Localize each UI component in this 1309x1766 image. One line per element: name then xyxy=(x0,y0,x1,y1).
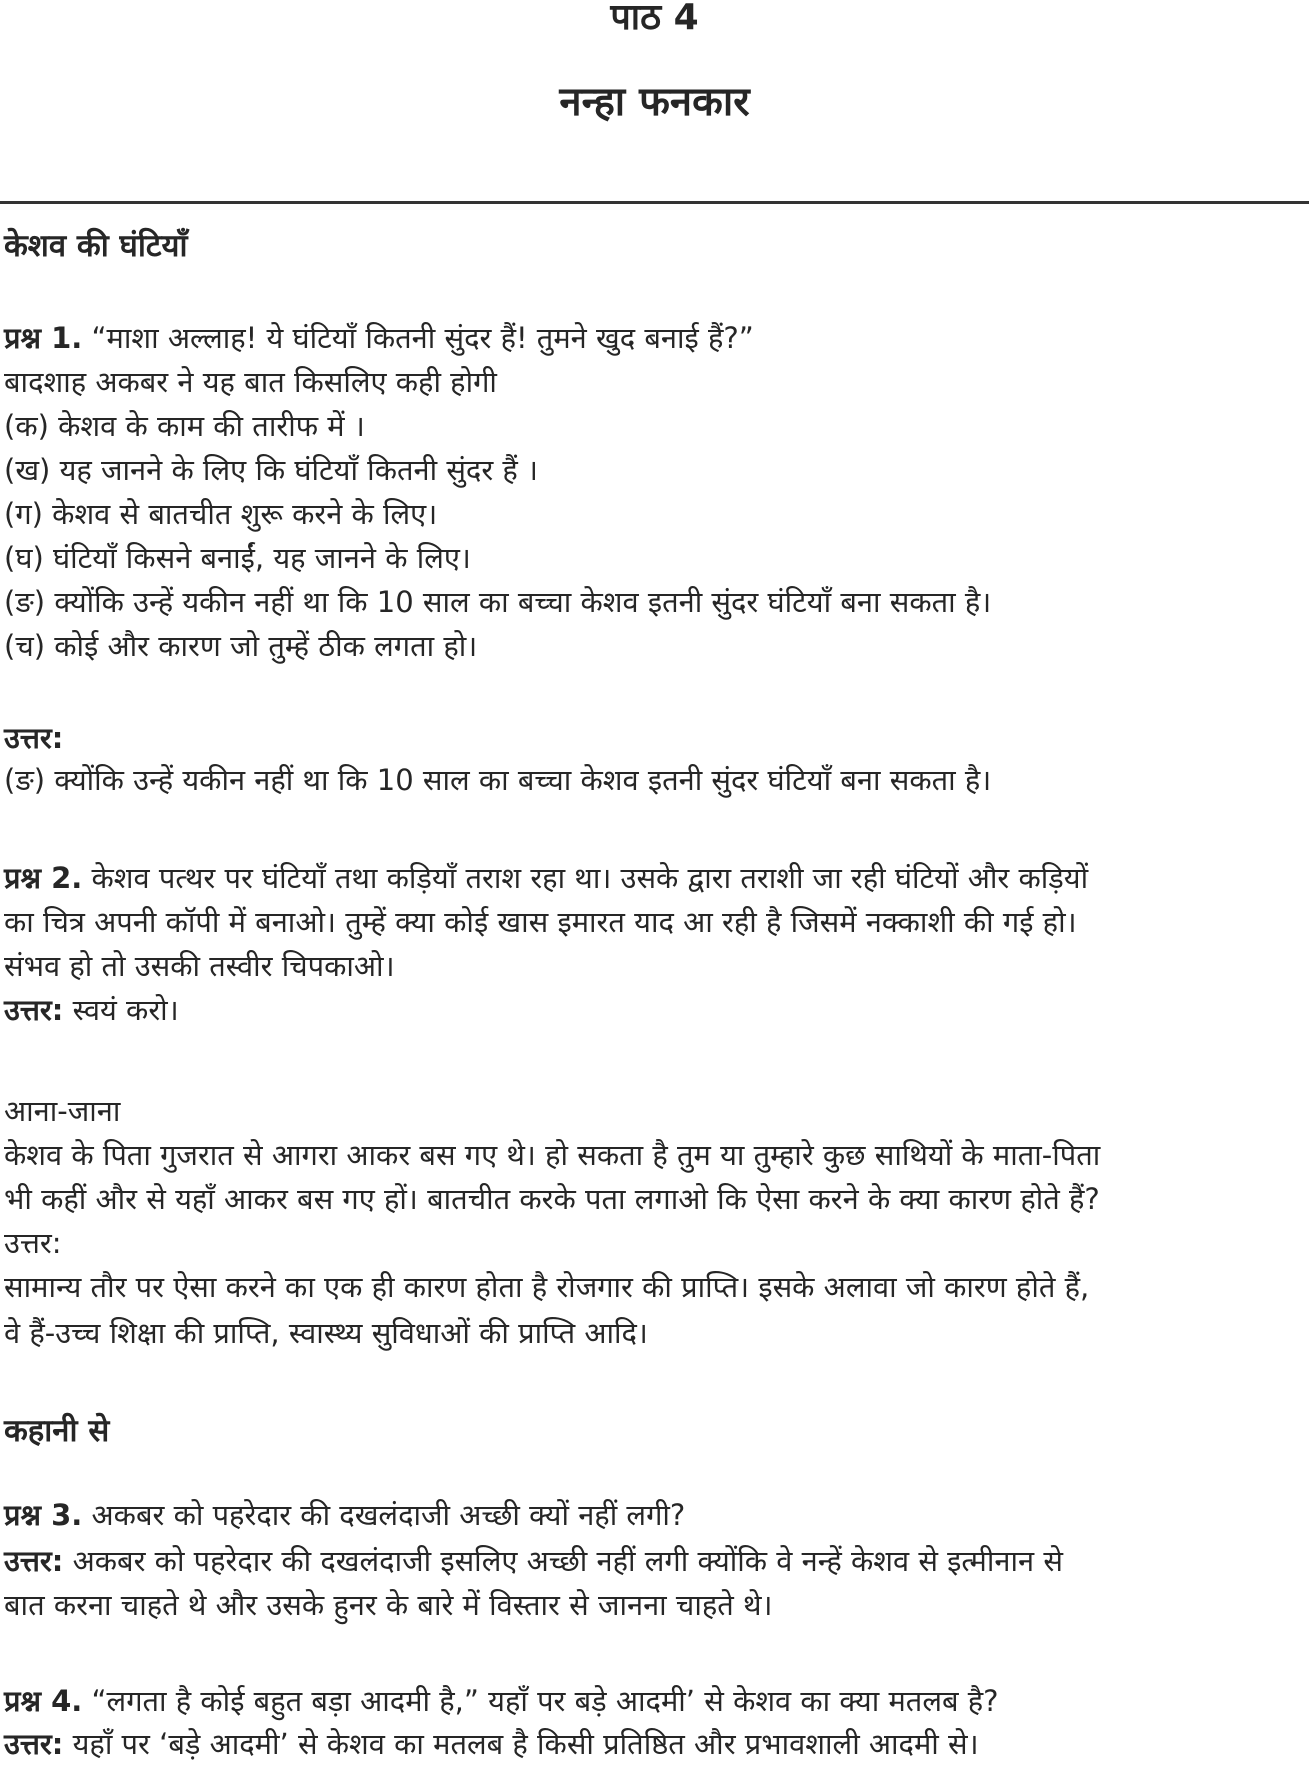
answer-4 xyxy=(4,1722,979,1766)
question-text: अकबर को पहरेदार की दखलंदाजी अच्छी क्यों नहीं लगी? xyxy=(82,1498,686,1532)
option: (च) कोई और कारण जो तुम्हें ठीक लगता हो। xyxy=(4,629,478,663)
question-4 xyxy=(4,1679,999,1723)
question-text: “माशा अल्लाह! ये घंटियाँ कितनी सुंदर हैं! तुमने खुद बनाई हैं?” xyxy=(82,321,754,355)
question-text: बादशाह अकबर ने यह बात किसलिए कही होगी xyxy=(4,365,497,399)
question-1 xyxy=(4,316,754,360)
question-text: केशव पत्थर पर घंटियाँ तथा कड़ियाँ तराश रहा था। उसके द्वारा तराशी जा रही घंटियों और कड़ियों xyxy=(82,861,1089,895)
answer-text: (ङ) क्योंकि उन्हें यकीन नहीं था कि 10 साल का बच्चा केशव इतनी सुंदर घंटियाँ बना सकता है। xyxy=(4,763,992,797)
answer-label: उत्तर: xyxy=(4,1727,64,1761)
question-2 xyxy=(4,856,1088,900)
question-label: प्रश्न 3. xyxy=(4,1498,83,1532)
lesson-title: नन्हा फनकार xyxy=(559,79,750,125)
answer-text: वे हैं-उच्च शिक्षा की प्राप्ति, स्वास्थ्य सुविधाओं की प्राप्ति आदि। xyxy=(4,1316,648,1350)
answer-label: उत्तर: xyxy=(4,1226,62,1260)
answer-text: अकबर को पहरेदार की दखलंदाजी इसलिए अच्छी नहीं लगी क्योंकि वे नन्हें केशव से इत्मीनान से xyxy=(63,1544,1063,1578)
question-label: प्रश्न 4. xyxy=(4,1684,83,1718)
section-heading: कहानी से xyxy=(4,1413,110,1449)
question-3 xyxy=(4,1493,685,1537)
option: (ङ) क्योंकि उन्हें यकीन नहीं था कि 10 साल का बच्चा केशव इतनी सुंदर घंटियाँ बना सकता है। xyxy=(4,585,992,619)
question-text: संभव हो तो उसकी तस्वीर चिपकाओ। xyxy=(4,949,395,983)
lesson-number: पाठ 4 xyxy=(610,0,699,38)
answer-3 xyxy=(4,1539,1063,1583)
answer-text: बात करना चाहते थे और उसके हुनर के बारे में विस्तार से जानना चाहते थे। xyxy=(4,1588,773,1622)
activity-text: केशव के पिता गुजरात से आगरा आकर बस गए थे। हो सकता है तुम या तुम्हारे कुछ साथियों के माता-पिता xyxy=(4,1138,1101,1172)
answer-text: स्वयं करो। xyxy=(63,993,179,1027)
question-text: का चित्र अपनी कॉपी में बनाओ। तुम्हें क्या कोई खास इमारत याद आ रही है जिसमें नक्काशी की गई हो। xyxy=(4,905,1077,939)
divider xyxy=(0,201,1309,204)
section-heading: केशव की घंटियाँ xyxy=(4,228,188,264)
answer-text: यहाँ पर ‘बड़े आदमी’ से केशव का मतलब है किसी प्रतिष्ठित और प्रभावशाली आदमी से। xyxy=(63,1727,979,1761)
option: (घ) घंटियाँ किसने बनाईं, यह जानने के लिए। xyxy=(4,541,471,575)
question-label: प्रश्न 2. xyxy=(4,861,83,895)
answer-label: उत्तर: xyxy=(4,993,64,1027)
option: (ग) केशव से बातचीत शुरू करने के लिए। xyxy=(4,497,438,531)
question-text: “लगता है कोई बहुत बड़ा आदमी है,” यहाँ पर बड़े आदमी’ से केशव का क्या मतलब है? xyxy=(82,1684,999,1718)
answer-text: सामान्य तौर पर ऐसा करने का एक ही कारण होता है रोजगार की प्राप्ति। इसके अलावा जो कारण होते हैं, xyxy=(4,1270,1090,1304)
activity-text: भी कहीं और से यहाँ आकर बस गए हों। बातचीत करके पता लगाओ कि ऐसा करने के क्या कारण होते हैं? xyxy=(4,1182,1100,1216)
option: (क) केशव के काम की तारीफ में । xyxy=(4,409,365,443)
option: (ख) यह जानने के लिए कि घंटियाँ कितनी सुंदर हैं । xyxy=(4,453,539,487)
answer-label xyxy=(4,716,63,760)
question-label: प्रश्न 1. xyxy=(4,321,83,355)
activity-heading: आना-जाना xyxy=(4,1094,121,1128)
answer-2 xyxy=(4,988,179,1032)
answer-label-text: उत्तर: xyxy=(4,721,64,755)
answer-label: उत्तर: xyxy=(4,1544,64,1578)
